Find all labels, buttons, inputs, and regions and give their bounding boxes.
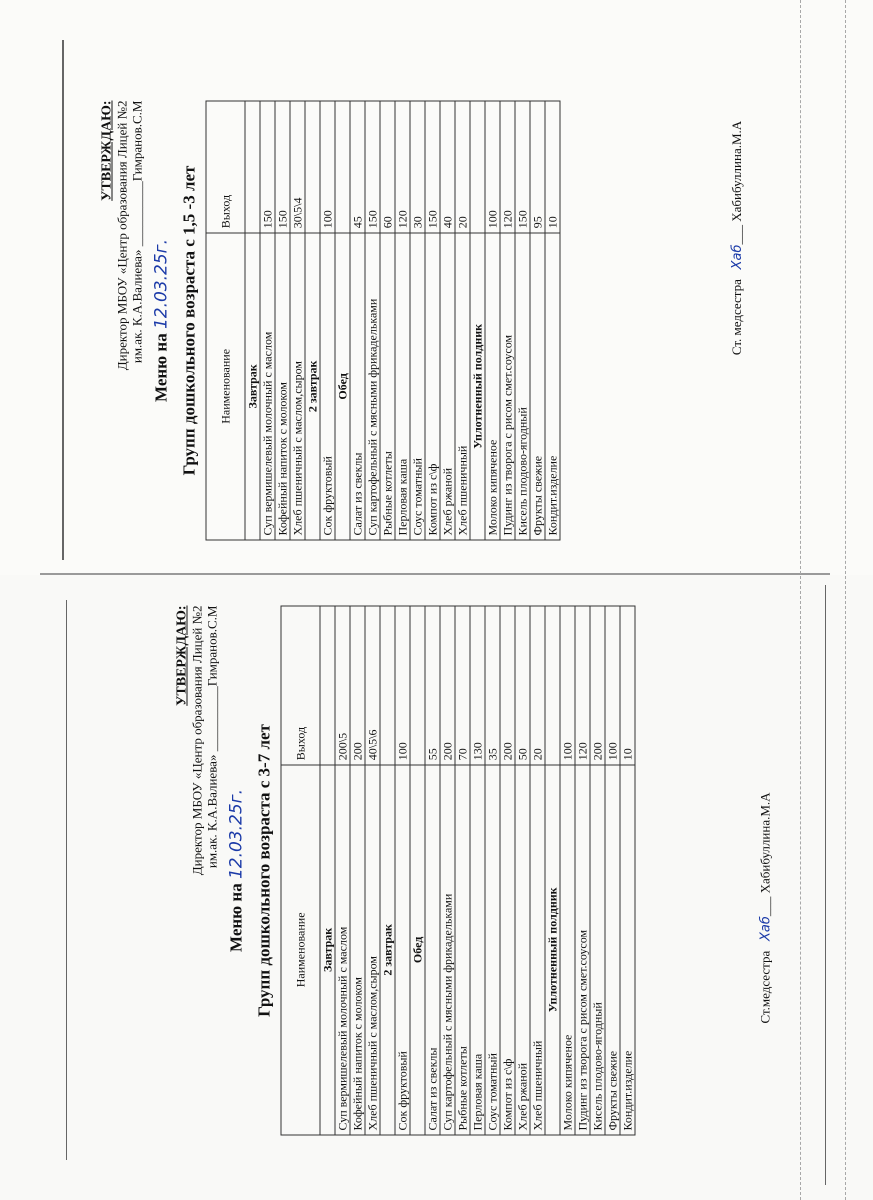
dish-output: 120	[500, 101, 515, 233]
table-row	[455, 101, 470, 540]
table-row	[470, 606, 485, 1135]
menu-1-5-3	[100, 101, 561, 541]
dish-output: 10	[545, 101, 560, 233]
dish-output: 30\5\4	[290, 101, 305, 233]
table-row	[515, 101, 530, 540]
menu-subheading: Групп дошкольного возраста с 1,5 -3 лет	[179, 165, 199, 476]
dish-name: Суп картофельный с мясными фрикадельками	[440, 765, 455, 1135]
dish-name: Фрукты свежие	[605, 765, 620, 1135]
section-title: Завтрак	[320, 765, 335, 1135]
dish-name: Сок фруктовый	[395, 765, 410, 1135]
dish-name: Пудинг из творога с рисом смет.соусом	[575, 765, 590, 1135]
dish-name: Рыбные котлеты	[380, 233, 395, 540]
dish-name: Хлеб пшеничный с маслом,сыром	[365, 765, 380, 1135]
menu-3-7	[175, 606, 636, 1136]
signature-line-upper: Ст. медсестра Хаб___ Хабибуллина.М.А	[729, 120, 746, 356]
section-row	[320, 606, 335, 1135]
dish-output: 30	[410, 101, 425, 233]
scan-artifact-line	[845, 0, 846, 1200]
table-row	[425, 606, 440, 1135]
dish-output: 120	[395, 101, 410, 233]
menu-table	[206, 101, 561, 541]
table-row	[320, 101, 335, 540]
dish-output: 150	[260, 101, 275, 233]
scan-artifact-line	[800, 0, 801, 1200]
dish-output: 100	[605, 606, 620, 765]
section-title: Обед	[335, 233, 350, 540]
dish-name: Соус томатный	[410, 233, 425, 540]
dish-name: Пудинг из творога с рисом смет.соусом	[500, 233, 515, 540]
page-edge-line	[825, 585, 826, 1185]
signature-line-lower: Ст.медсестра Хаб___ Хабибуллина.М.А	[757, 792, 774, 1024]
dish-output: 200	[350, 606, 365, 765]
dish-output: 95	[530, 101, 545, 233]
table-row	[620, 606, 635, 1135]
signature-name: Хабибуллина.М.А	[757, 792, 773, 894]
column-header-name: Наименование	[281, 765, 320, 1135]
column-header-output: Выход	[281, 606, 320, 765]
section-row	[380, 606, 395, 1135]
dish-name: Хлеб пшеничный с маслом,сыром	[290, 233, 305, 540]
table-header-row	[281, 606, 320, 1135]
dish-output: 45	[350, 101, 365, 233]
dish-output: 20	[455, 101, 470, 233]
dish-output: 100	[320, 101, 335, 233]
dish-output: 35	[485, 606, 500, 765]
approval-title: УТВЕРЖДАЮ:	[99, 100, 115, 201]
dish-output: 20	[530, 606, 545, 765]
dish-output: 120	[575, 606, 590, 765]
table-row	[440, 606, 455, 1135]
menu-heading	[151, 101, 173, 541]
dish-name: Соус томатный	[485, 765, 500, 1135]
dish-name: Суп вермишелевый молочный с маслом	[260, 233, 275, 540]
table-row	[500, 101, 515, 540]
section-row	[335, 101, 350, 540]
table-row	[365, 101, 380, 540]
dish-name: Кисель плодово-ягодный	[590, 765, 605, 1135]
column-header-name: Наименование	[206, 233, 245, 540]
table-row	[530, 606, 545, 1135]
section-title: Уплотненный полдник	[470, 233, 485, 540]
dish-name: Кофейный напиток с молоком	[275, 233, 290, 540]
table-row	[395, 606, 410, 1135]
table-row	[515, 606, 530, 1135]
dish-name: Кисель плодово-ягодный	[515, 233, 530, 540]
dish-output: 100	[560, 606, 575, 765]
menu-table	[281, 606, 636, 1136]
column-header-output: Выход	[206, 101, 245, 233]
dish-name: Кофейный напиток с молоком	[350, 765, 365, 1135]
dish-name: Хлеб пшеничный	[530, 765, 545, 1135]
dish-name: Хлеб пшеничный	[455, 233, 470, 540]
signature-mark: Хаб	[758, 916, 774, 941]
table-row	[380, 101, 395, 540]
section-row	[470, 101, 485, 540]
table-row	[335, 606, 350, 1135]
dish-output: 200\5	[335, 606, 350, 765]
section-title: Уплотненный полдник	[545, 765, 560, 1135]
dish-output: 200	[440, 606, 455, 765]
approval-line: им.ак. К.А.Валиева» __________Гимранов.С.М	[204, 605, 220, 869]
table-row	[350, 101, 365, 540]
dish-name: Суп картофельный с мясными фрикадельками	[365, 233, 380, 540]
dish-name: Сок фруктовый	[320, 233, 335, 540]
dish-output: 200	[590, 606, 605, 765]
table-row	[500, 606, 515, 1135]
dish-output	[470, 101, 485, 233]
dish-name: Компот из с\ф	[500, 765, 515, 1135]
table-row	[590, 606, 605, 1135]
dish-output: 70	[455, 606, 470, 765]
approval-line: Директор МБОУ «Центр образования Лицей №2	[114, 100, 130, 371]
page-edge-line	[66, 600, 67, 1160]
dish-output: 55	[425, 606, 440, 765]
table-header-row	[206, 101, 245, 540]
table-row	[485, 101, 500, 540]
dish-output: 60	[380, 101, 395, 233]
section-title: Завтрак	[245, 233, 260, 540]
dish-name: Суп вермишелевый молочный с маслом	[335, 765, 350, 1135]
table-row	[365, 606, 380, 1135]
signature-name: Хабибуллина.М.А	[729, 120, 745, 222]
signature-role: Ст. медсестра	[729, 279, 745, 356]
table-row	[395, 101, 410, 540]
dish-name: Перловая каша	[470, 765, 485, 1135]
table-row	[485, 606, 500, 1135]
dish-name: Хлеб ржаной	[440, 233, 455, 540]
dish-output: 10	[620, 606, 635, 765]
dish-output: 150	[425, 101, 440, 233]
dish-output	[245, 101, 260, 233]
approval-line: им.ак. К.А.Валиева» __________Гимранов.С.М	[129, 100, 145, 364]
handwritten-date: 12.03.25г.	[226, 789, 247, 880]
table-row	[440, 101, 455, 540]
dish-name: Салат из свеклы	[425, 765, 440, 1135]
dish-output: 100	[395, 606, 410, 765]
menu-subheading: Групп дошкольного возраста с 3-7 лет	[254, 724, 274, 1017]
dish-name: Кондит.изделие	[620, 765, 635, 1135]
dish-output: 150	[275, 101, 290, 233]
table-row	[425, 101, 440, 540]
dish-output	[380, 606, 395, 765]
section-row	[305, 101, 320, 540]
table-row	[350, 606, 365, 1135]
dish-output	[320, 606, 335, 765]
menu-heading	[226, 606, 248, 1136]
handwritten-date: 12.03.25г.	[151, 239, 172, 330]
dish-output: 150	[515, 101, 530, 233]
table-row	[530, 101, 545, 540]
dish-output: 40	[440, 101, 455, 233]
section-row	[245, 101, 260, 540]
table-row	[410, 101, 425, 540]
dish-output	[305, 101, 320, 233]
table-row	[560, 606, 575, 1135]
dish-output: 130	[470, 606, 485, 765]
dish-output	[410, 606, 425, 765]
signature-role: Ст.медсестра	[757, 950, 773, 1024]
dish-name: Перловая каша	[395, 233, 410, 540]
table-row	[605, 606, 620, 1135]
approval-block	[100, 101, 145, 541]
section-title: 2 завтрак	[380, 765, 395, 1135]
dish-output: 50	[515, 606, 530, 765]
approval-title: УТВЕРЖДАЮ:	[174, 605, 190, 706]
section-row	[545, 606, 560, 1135]
section-title: Обед	[410, 765, 425, 1135]
table-row	[260, 101, 275, 540]
approval-block	[175, 606, 220, 1136]
dish-output	[545, 606, 560, 765]
dish-output: 100	[485, 101, 500, 233]
section-row	[410, 606, 425, 1135]
dish-name: Молоко кипяченое	[485, 233, 500, 540]
page-edge-line	[62, 40, 64, 560]
dish-output: 40\5\6	[365, 606, 380, 765]
dish-output	[335, 101, 350, 233]
dish-output: 150	[365, 101, 380, 233]
table-row	[575, 606, 590, 1135]
dish-output: 200	[500, 606, 515, 765]
signature-mark: Хаб	[730, 244, 746, 270]
table-row	[290, 101, 305, 540]
table-row	[545, 101, 560, 540]
table-row	[455, 606, 470, 1135]
approval-line: Директор МБОУ «Центр образования Лицей №2	[189, 605, 205, 876]
page-fold-line	[40, 573, 830, 575]
dish-name: Молоко кипяченое	[560, 765, 575, 1135]
dish-name: Рыбные котлеты	[455, 765, 470, 1135]
dish-name: Фрукты свежие	[530, 233, 545, 540]
dish-name: Кондит.изделие	[545, 233, 560, 540]
dish-name: Компот из с\ф	[425, 233, 440, 540]
table-row	[275, 101, 290, 540]
section-title: 2 завтрак	[305, 233, 320, 540]
dish-name: Салат из свеклы	[350, 233, 365, 540]
heading-prefix: Меню на	[151, 333, 171, 402]
heading-prefix: Меню на	[226, 883, 246, 952]
dish-name: Хлеб ржаной	[515, 765, 530, 1135]
